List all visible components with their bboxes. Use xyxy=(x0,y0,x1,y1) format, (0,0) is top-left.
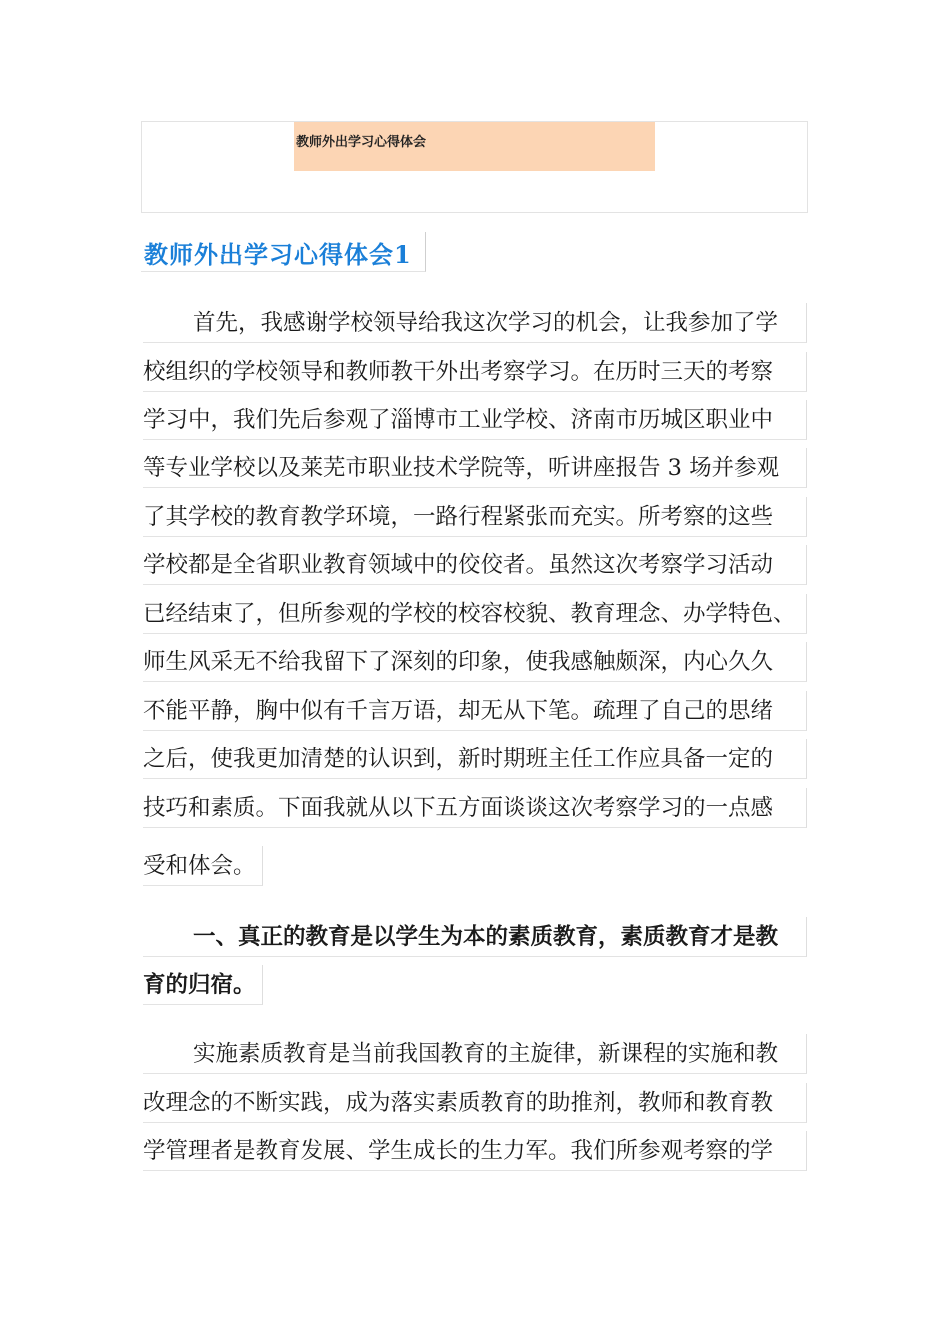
paragraph-line: 学习中，我们先后参观了淄博市工业学校、济南市历城区职业中 xyxy=(143,400,807,440)
paragraph-line: 了其学校的教育教学环境，一路行程紧张而充实。所考察的这些 xyxy=(143,497,807,537)
paragraph-line: 受和体会。 xyxy=(143,846,263,886)
paragraph-line: 改理念的不断实践，成为落实素质教育的助推剂，教师和教育教 xyxy=(143,1083,807,1123)
paragraph-line: 首先，我感谢学校领导给我这次学习的机会，让我参加了学 xyxy=(143,303,807,343)
paragraph-line: 之后，使我更加清楚的认识到，新时期班主任工作应具备一定的 xyxy=(143,739,807,779)
document-title: 教师外出学习心得体会1 xyxy=(144,240,412,269)
header-title: 教师外出学习心得体会 xyxy=(296,135,427,150)
section-heading-line: 一、真正的教育是以学生为本的素质教育，素质教育才是教 xyxy=(143,917,807,957)
paragraph-line: 学校都是全省职业教育领域中的佼佼者。虽然这次考察学习活动 xyxy=(143,545,807,585)
paragraph-line: 学管理者是教育发展、学生成长的生力军。我们所参观考察的学 xyxy=(143,1131,807,1171)
paragraph-line: 已经结束了，但所参观的学校的校容校貌、教育理念、办学特色、 xyxy=(143,594,807,634)
paragraph-line: 等专业学校以及莱芜市职业技术学院等，听讲座报告 3 场并参观 xyxy=(143,448,807,488)
paragraph-line: 技巧和素质。下面我就从以下五方面谈谈这次考察学习的一点感 xyxy=(143,788,807,828)
section-heading-line: 育的归宿。 xyxy=(143,965,263,1005)
paragraph-line: 实施素质教育是当前我国教育的主旋律，新课程的实施和教 xyxy=(143,1034,807,1074)
paragraph-line: 师生风采无不给我留下了深刻的印象，使我感触颇深，内心久久 xyxy=(143,642,807,682)
paragraph-line: 校组织的学校领导和教师教干外出考察学习。在历时三天的考察 xyxy=(143,352,807,392)
paragraph-line: 不能平静，胸中似有千言万语，却无从下笔。疏理了自己的思绪 xyxy=(143,691,807,731)
